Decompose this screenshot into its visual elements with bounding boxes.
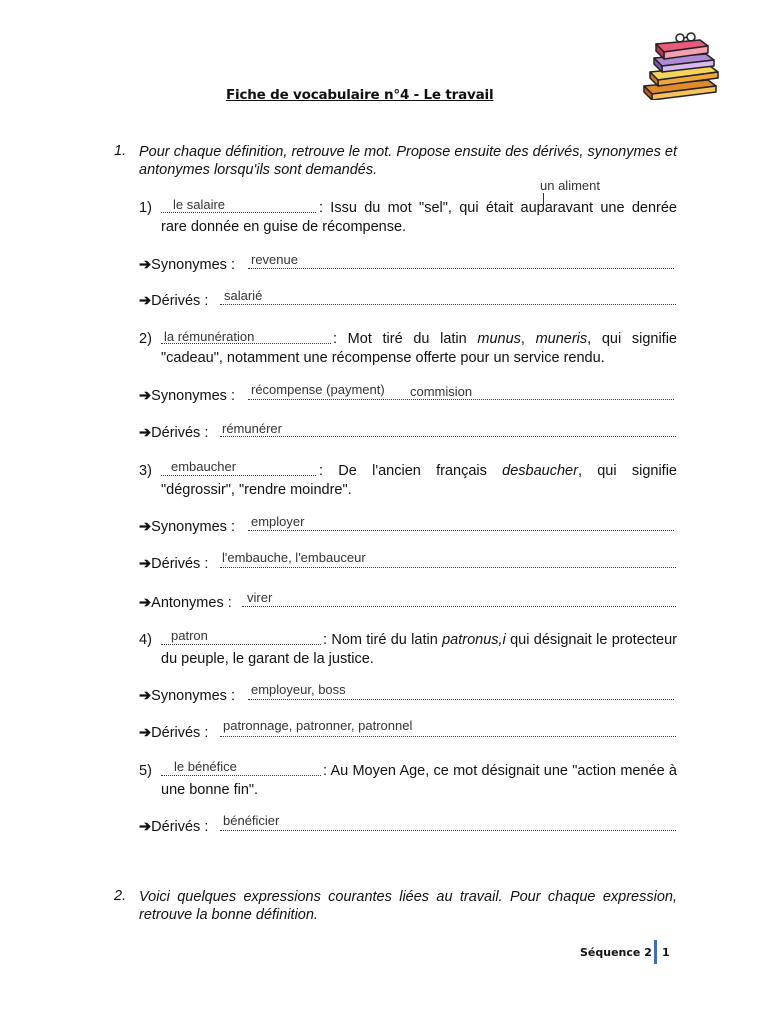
item-1-number: 1) [139,200,152,216]
section-2-number: 2. [114,888,127,904]
item-5-derives-label: ➔Dérivés : [139,819,209,835]
section-1-instruction: Pour chaque définition, retrouve le mot. Propose ensuite des dérivés, synonymes et antonymes lorsqu'ils sont demandés. [139,144,677,178]
page-title: Fiche de vocabulaire n°4 - Le travail [226,87,494,103]
item-3-antonymes-label: ➔Antonymes : [139,595,232,611]
item-2-derives-label: ➔Dérivés : [139,425,209,441]
footer-divider [654,940,657,964]
item-2-number: 2) [139,331,152,347]
item-1-derives-label: ➔Dérivés : [139,293,209,309]
handwritten-note: un aliment [540,178,600,193]
item-4-derives-label: ➔Dérivés : [139,725,209,741]
item-4-derives-blank[interactable] [220,736,676,737]
item-3-definition: : De l'ancien français desbaucher, qui signifie "dégrossir", "rendre moindre". [161,463,677,498]
item-4-number: 4) [139,632,152,648]
item-1-definition: : Issu du mot "sel", qui était auparavant une denrée rare donnée en guise de récompense. [161,200,677,235]
item-1-derives-answer: salarié [224,288,263,303]
stack-of-books-icon [636,28,726,100]
item-2-synonymes-label: ➔Synonymes : [139,388,235,404]
item-5-derives-answer: bénéficier [223,813,280,828]
item-3-synonymes-label: ➔Synonymes : [139,519,235,535]
item-4-derives-answer: patronnage, patronner, patronnel [223,718,413,733]
item-5-number: 5) [139,763,152,779]
item-1-derives-blank[interactable] [220,304,676,305]
item-1-synonymes-blank[interactable] [248,268,674,269]
item-3-antonymes-answer: virer [247,590,273,605]
item-3-synonymes-answer: employer [251,514,305,529]
item-5-definition: : Au Moyen Age, ce mot désignait une "action menée à une bonne fin". [161,763,677,798]
item-2-synonymes-answer-2: commision [410,384,473,399]
item-4-synonymes-label: ➔Synonymes : [139,688,235,704]
item-3-antonymes-blank[interactable] [242,606,676,607]
item-4-synonymes-blank[interactable] [248,699,674,700]
item-2-synonymes-blank[interactable] [248,399,674,400]
item-4-definition: : Nom tiré du latin patronus,i qui désignait le protecteur du peuple, le garant de la justice. [161,632,677,667]
item-3-derives-label: ➔Dérivés : [139,556,209,572]
item-3-derives-answer: l'embauche, l'embauceur [222,550,366,565]
section-2-instruction: Voici quelques expressions courantes liées au travail. Pour chaque expression, retrouve la bonne définition. [139,889,677,923]
item-4-synonymes-answer: employeur, boss [251,682,346,697]
item-3-number: 3) [139,463,152,479]
item-3-answer: embaucher [171,459,237,474]
item-4-answer: patron [171,628,208,643]
footer-page-number: 1 [662,946,670,959]
item-2-answer: la rémunération [164,329,255,344]
item-2-derives-answer: rémunérer [222,421,282,436]
item-3-synonymes-blank[interactable] [248,530,674,531]
footer-sequence: Séquence 2 [580,946,652,959]
item-1-answer: le salaire [173,197,226,212]
item-1-synonymes-answer: revenue [251,252,298,267]
item-1-synonymes-label: ➔Synonymes : [139,257,235,273]
item-3-derives-blank[interactable] [220,567,676,568]
item-2-synonymes-answer: récompense (payment) [251,382,385,397]
item-2-derives-blank[interactable] [220,436,676,437]
section-1-number: 1. [114,143,127,159]
item-5-derives-blank[interactable] [220,830,676,831]
item-2-definition: : Mot tiré du latin munus, muneris, qui signifie "cadeau", notamment une récompense offerte pour un service rendu. [161,331,677,366]
item-5-answer: le bénéfice [174,759,237,774]
